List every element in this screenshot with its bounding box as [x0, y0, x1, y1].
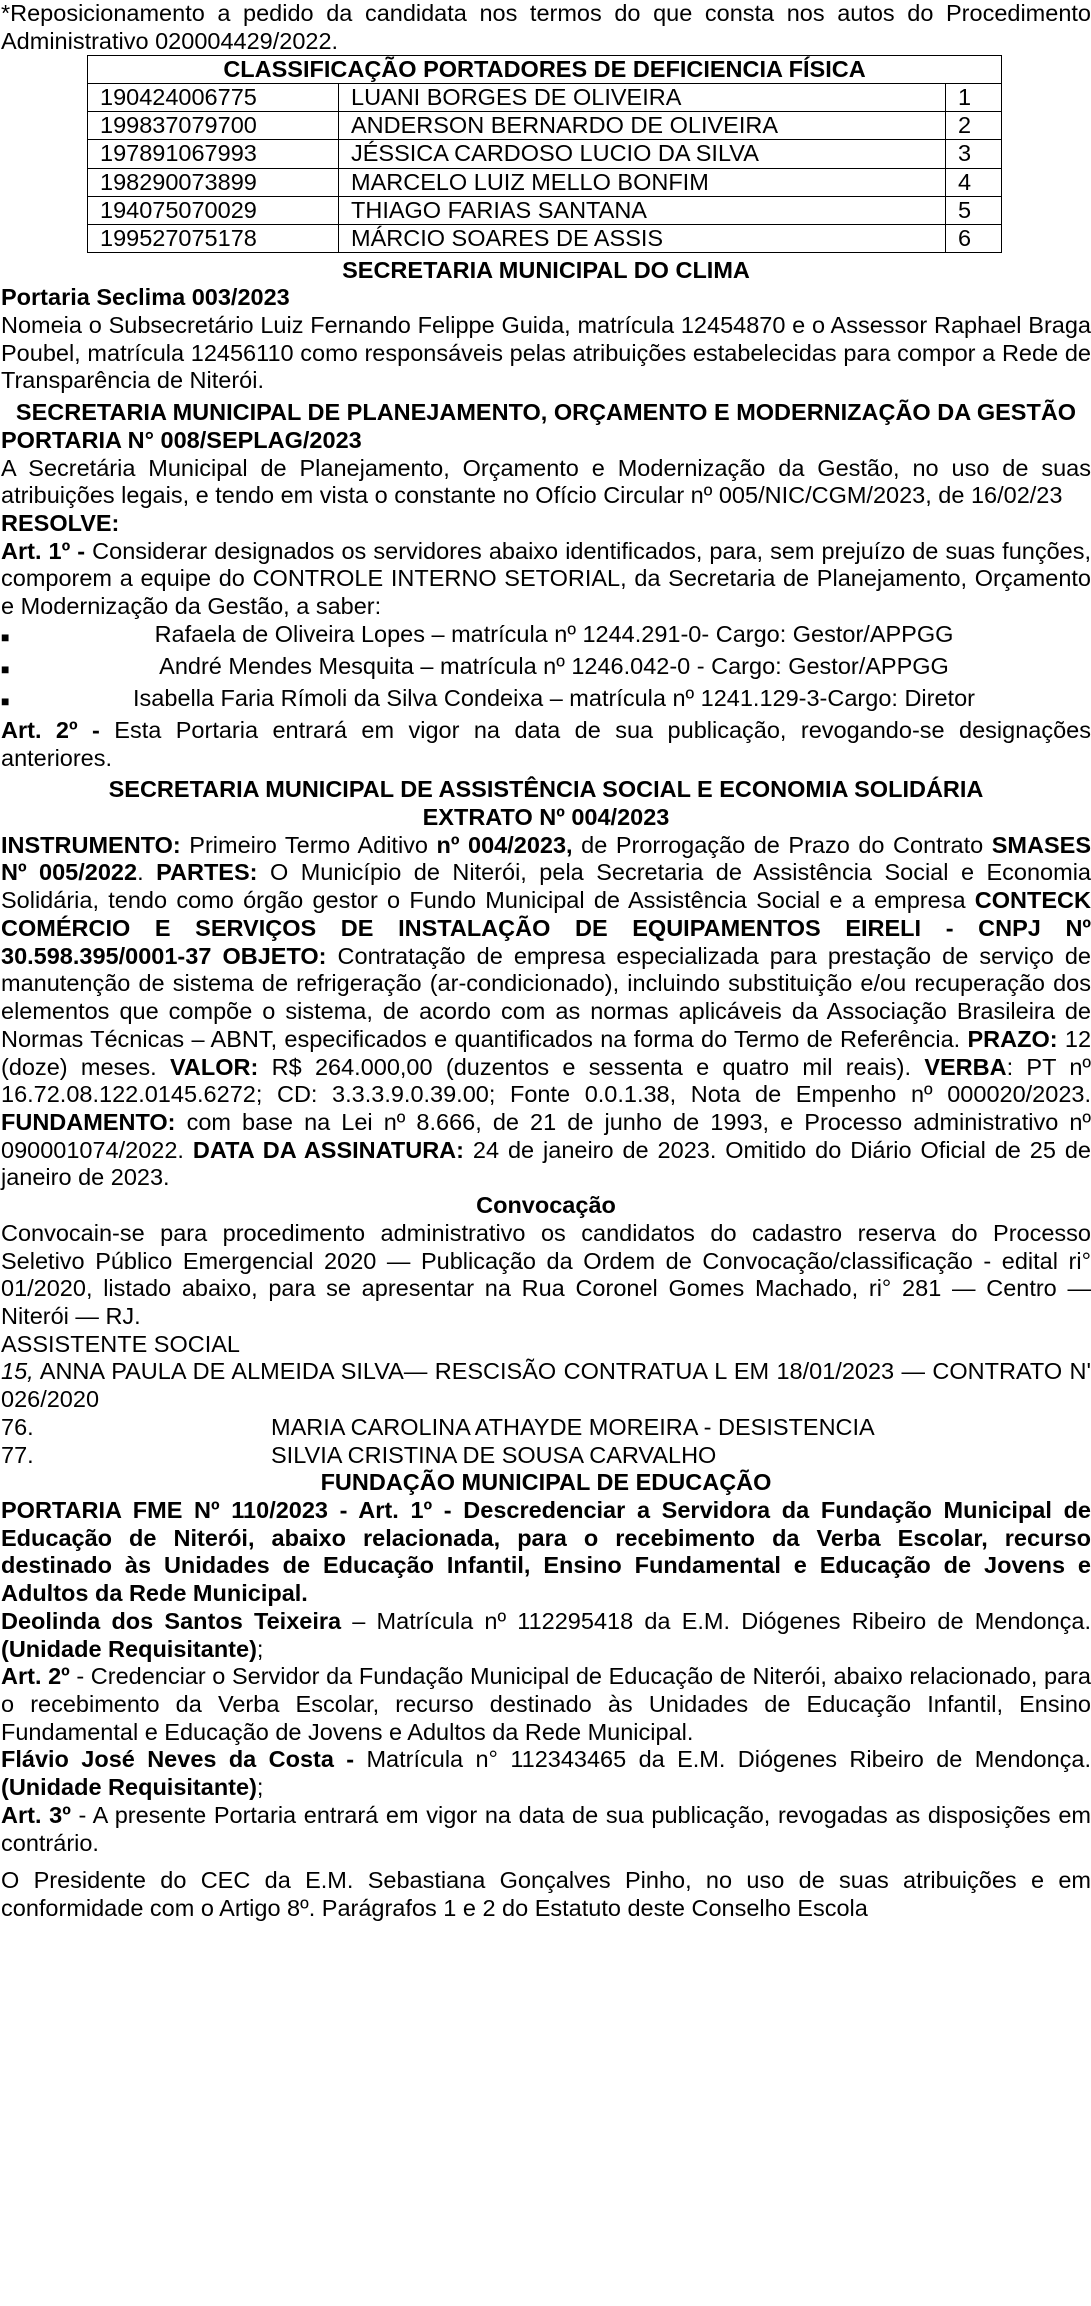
smases-extrato-body [1, 832, 1091, 1192]
fme-section-title: FUNDAÇÃO MUNICIPAL DE EDUCAÇÃO [320, 1469, 772, 1496]
posicao-cell: 3 [946, 140, 1002, 168]
posicao-cell: 5 [946, 196, 1002, 224]
classification-row [88, 112, 1002, 140]
classification-table [87, 55, 1002, 252]
flavio-name: Flávio José Neves da Costa - [1, 1746, 355, 1773]
servidor-text: André Mendes Mesquita – matrícula nº 1246.042-0 - Cargo: Gestor/APPGG [159, 652, 949, 679]
nome-cell: ANDERSON BERNARDO DE OLIVEIRA [339, 112, 946, 140]
seplag-art2-label: Art. 2º - [1, 716, 100, 743]
extrato-text: Primeiro Termo Aditivo [180, 831, 437, 858]
fme-art3-text: - A presente Portaria entrará em vigor na data de sua publicação, revogadas as disposições em contrário. [1, 1801, 1091, 1856]
servidor-item [1, 685, 1091, 717]
nome-cell: MÁRCIO SOARES DE ASSIS [339, 224, 946, 252]
extrato-text: . [137, 859, 157, 886]
seplag-resolve: RESOLVE: [1, 510, 120, 537]
verba-label: VERBA [924, 1053, 1007, 1080]
inscricao-cell: 199837079700 [88, 112, 339, 140]
classification-row [88, 84, 1002, 112]
clima-portaria-body: Nomeia o Subsecretário Luiz Fernando Felippe Guida, matrícula 12454870 e o Assessor Raphael Braga Poubel, matrícula 12456110 como responsáveis pelas atribuições estabelecidas para compor a Rede de Transparência de Niterói. [1, 311, 1091, 394]
inscricao-cell: 198290073899 [88, 168, 339, 196]
extrato-text: de Prorrogação de Prazo do Contrato [572, 831, 992, 858]
aditivo-number: nº 004/2023, [436, 831, 573, 858]
posicao-cell: 2 [946, 112, 1002, 140]
partes-label: PARTES: [156, 859, 258, 886]
data-assinatura-label: DATA DA ASSINATURA: [192, 1136, 464, 1163]
empresa-objeto-label: CONTECK COMÉRCIO E SERVIÇOS DE INSTALAÇÃO DE EQUIPAMENTOS EIRELI - CNPJ Nº 30.598.395/0001-37 OBJETO: [1, 887, 1091, 969]
punctuation: ; [256, 1774, 264, 1801]
seplag-intro: A Secretária Municipal de Planejamento, Orçamento e Modernização da Gestão, no uso de suas atribuições legais, e tendo em vista o constante no Ofício Circular nº 005/NIC/CGM/2023, de 16/02/23 [1, 454, 1091, 509]
seplag-art1-text: Considerar designados os servidores abaixo identificados, para, sem prejuízo de suas funções, comporem a equipe do CONTROLE INTERNO SETORIAL, da Secretaria de Planejamento, Orçamento e Modernização da Gestão, a saber: [1, 537, 1091, 620]
inscricao-cell: 199527075178 [88, 224, 339, 252]
extrato-text: Contratação de empresa especializada para prestação de serviço de manutenção de sistema de refrigeração (ar-condicionado), incluindo substituição e/ou recuperação dos elementos que compõe o sistema, de acordo com as normas aplicáveis da Associação Brasileira de Normas Técnicas – ABNT, especificados e quantificados na forma do Termo de Referência. [1, 942, 1091, 1052]
convocacao-item-15-number: 15, [1, 1358, 34, 1385]
smases-section-title: SECRETARIA MUNICIPAL DE ASSISTÊNCIA SOCIAL E ECONOMIA SOLIDÁRIA [108, 776, 984, 803]
convocacao-item-number: 77. [1, 1441, 34, 1468]
classification-table-title: CLASSIFICAÇÃO PORTADORES DE DEFICIENCIA FÍSICA [88, 56, 1002, 84]
extrato-text: O Município de Niterói, pela Secretaria de Assistência Social e Economia Solidária, tendo como órgão gestor o Fundo Municipal de Assistência Social e a empresa [1, 859, 1091, 914]
classification-row [88, 224, 1002, 252]
clima-portaria-title: Portaria Seclima 003/2023 [1, 284, 290, 311]
smases-extrato-title: EXTRATO Nº 004/2023 [422, 804, 670, 831]
bullet-icon: ■ [1, 660, 10, 677]
fme-flavio [1, 1746, 1091, 1801]
classification-row [88, 168, 1002, 196]
convocacao-item-text: SILVIA CRISTINA DE SOUSA CARVALHO [271, 1441, 717, 1468]
deolinda-role: (Unidade Requisitante) [1, 1635, 257, 1662]
convocacao-item-text: MARIA CAROLINA ATHAYDE MOREIRA - DESISTENCIA [271, 1413, 875, 1440]
bullet-icon: ■ [1, 692, 10, 709]
fme-art2-text: - Credenciar o Servidor da Fundação Municipal de Educação de Niterói, abaixo relacionado, para o recebimento da Verba Escolar, recurso destinado às Unidades de Educação Infantil, Ensino Fundamental e Educação de Jovens e Adultos da Rede Municipal. [1, 1663, 1091, 1745]
seplag-servidores-list [1, 621, 1091, 717]
nome-cell: MARCELO LUIZ MELLO BONFIM [339, 168, 946, 196]
convocacao-body: Convocain-se para procedimento administrativo os candidatos do cadastro reserva do Processo Seletivo Público Emergencial 2020 — Publicação da Ordem de Convocação/classificação - edital ri° 01/2020, listado abaixo, para se apresentar na Rua Coronel Gomes Machado, ri° 281 — Centro — Niterói — RJ. [1, 1219, 1091, 1329]
convocacao-item-15-text: ANNA PAULA DE ALMEIDA SILVA— RESCISÃO CONTRATUA L EM 18/01/2023 — CONTRATO N' 026/2020 [1, 1358, 1091, 1413]
prazo-label: PRAZO: [967, 1025, 1058, 1052]
convocacao-item-15 [1, 1358, 1091, 1413]
fme-deolinda [1, 1608, 1091, 1663]
contrato-number: SMASES Nº 005/2022 [1, 831, 1091, 886]
posicao-cell: 4 [946, 168, 1002, 196]
fundamento-label: FUNDAMENTO: [1, 1108, 176, 1135]
extrato-text: : PT nº 16.72.08.122.0145.6272; CD: 3.3.3.9.0.39.00; Fonte 0.0.1.38, Nota de Empenho nº 000020/2023. [1, 1053, 1091, 1108]
punctuation: ; [256, 1635, 264, 1662]
convocacao-list [1, 1414, 1091, 1469]
seplag-art1-label: Art. 1º - [1, 537, 86, 564]
convocacao-area: ASSISTENTE SOCIAL [1, 1330, 240, 1357]
bullet-icon: ■ [1, 628, 10, 645]
servidor-text: Rafaela de Oliveira Lopes – matrícula nº 1244.291-0- Cargo: Gestor/APPGG [154, 620, 954, 647]
flavio-role: (Unidade Requisitante) [1, 1774, 257, 1801]
inscricao-cell: 194075070029 [88, 196, 339, 224]
fme-art2 [1, 1663, 1091, 1746]
convocacao-item [1, 1442, 1091, 1470]
posicao-cell: 6 [946, 224, 1002, 252]
posicao-cell: 1 [946, 84, 1002, 112]
seplag-art2 [1, 717, 1091, 772]
extrato-text: 24 de janeiro de 2023. Omitido do Diário Oficial de 25 de janeiro de 2023. [1, 1136, 1091, 1191]
deolinda-text: – Matrícula nº 112295418 da E.M. Diógenes Ribeiro de Mendonça. [341, 1607, 1091, 1634]
extrato-text: R$ 264.000,00 (duzentos e sessenta e quatro mil reais). [258, 1053, 925, 1080]
nome-cell: THIAGO FARIAS SANTANA [339, 196, 946, 224]
fme-art2-label: Art. 2º [1, 1663, 70, 1690]
extrato-text: com base na Lei nº 8.666, de 21 de junho de 1993, e Processo administrativo nº 090001074/2022. [1, 1108, 1091, 1163]
convocacao-item-number: 76. [1, 1413, 34, 1440]
convocacao-title: Convocação [476, 1192, 616, 1219]
cec-paragraph: O Presidente do CEC da E.M. Sebastiana Gonçalves Pinho, no uso de suas atribuições e em conformidade com o Artigo 8º. Parágrafos 1 e 2 do Estatuto deste Conselho Escola [1, 1867, 1091, 1922]
servidor-item [1, 653, 1091, 685]
classification-row [88, 140, 1002, 168]
extrato-text: 12 (doze) meses. [1, 1025, 1091, 1080]
flavio-text: Matrícula n° 112343465 da E.M. Diógenes Ribeiro de Mendonça. [354, 1746, 1091, 1773]
nome-cell: JÉSSICA CARDOSO LUCIO DA SILVA [339, 140, 946, 168]
seplag-art2-text: Esta Portaria entrará em vigor na data de sua publicação, revogando-se designações anteriores. [1, 716, 1091, 771]
reposicionamento-note: *Reposicionamento a pedido da candidata nos termos do que consta nos autos do Procedimento Administrativo 020004429/2022. [1, 0, 1091, 54]
seplag-art1 [1, 538, 1091, 621]
fme-portaria-art1: PORTARIA FME Nº 110/2023 - Art. 1º - Descredenciar a Servidora da Fundação Municipal de Educação de Niterói, abaixo relacionada, para o recebimento da Verba Escolar, recurso destinado às Unidades de Educação Infantil, Ensino Fundamental e Educação de Jovens e Adultos da Rede Municipal. [1, 1497, 1091, 1607]
fme-art3-label: Art. 3º [1, 1801, 71, 1828]
inscricao-cell: 197891067993 [88, 140, 339, 168]
inscricao-cell: 190424006775 [88, 84, 339, 112]
servidor-item [1, 621, 1091, 653]
instrumento-label: INSTRUMENTO: [1, 831, 181, 858]
classification-row [88, 196, 1002, 224]
fme-art3 [1, 1802, 1091, 1857]
seplag-portaria-title: PORTARIA N° 008/SEPLAG/2023 [1, 426, 362, 453]
seplag-section-title: SECRETARIA MUNICIPAL DE PLANEJAMENTO, ORÇAMENTO E MODERNIZAÇÃO DA GESTÃO [15, 399, 1077, 426]
nome-cell: LUANI BORGES DE OLIVEIRA [339, 84, 946, 112]
valor-label: VALOR: [169, 1053, 259, 1080]
deolinda-name: Deolinda dos Santos Teixeira [1, 1607, 342, 1634]
convocacao-item [1, 1414, 1091, 1442]
servidor-text: Isabella Faria Rímoli da Silva Condeixa – matrícula nº 1241.129-3-Cargo: Diretor [133, 684, 975, 711]
clima-section-title: SECRETARIA MUNICIPAL DO CLIMA [342, 256, 750, 283]
